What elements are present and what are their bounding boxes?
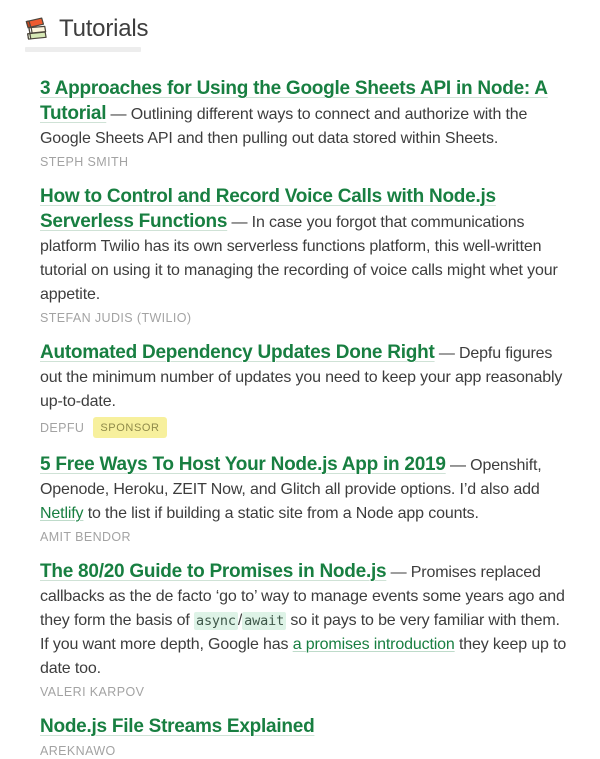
sponsor-badge: SPONSOR (93, 417, 166, 438)
tutorial-title-link[interactable]: 5 Free Ways To Host Your Node.js App in 2019 (40, 454, 446, 475)
description-text: so it pays to be very familiar with them. If you want more depth, Google has (40, 612, 560, 653)
inline-code: await (244, 613, 285, 629)
description-text: — In case you forgot that communications platform Twilio has its own serverless functions platform, this well-written tutorial on using it to managing the recording of voice calls might whet your appetite. (40, 214, 558, 303)
tutorial-byline (40, 310, 567, 326)
tutorial-byline (40, 743, 567, 759)
inline-code: async (195, 613, 236, 629)
tutorial-item (40, 715, 567, 759)
tutorial-title-link[interactable]: 3 Approaches for Using the Google Sheets API in Node: A Tutorial (40, 78, 548, 124)
tutorial-entry (40, 453, 567, 526)
author-label: STEFAN JUDIS (TWILIO) (40, 311, 192, 325)
tutorial-entry (40, 715, 567, 740)
tutorial-item (40, 185, 567, 326)
tutorial-byline (40, 417, 567, 438)
tutorial-byline (40, 684, 567, 700)
tutorial-title-link[interactable]: Automated Dependency Updates Done Right (40, 342, 435, 363)
description-text: they keep up to date too. (40, 636, 567, 677)
tutorial-item (40, 77, 567, 170)
tutorial-byline (40, 529, 567, 545)
author-label: VALERI KARPOV (40, 685, 145, 699)
tutorial-entry (40, 185, 567, 307)
books-icon (22, 15, 50, 43)
description-text: — Promises replaced callbacks as the de facto ‘go to’ way to manage events some years ago and they form the basis of (40, 564, 565, 629)
tutorial-title-link[interactable]: Node.js File Streams Explained (40, 716, 315, 737)
author-label: AMIT BENDOR (40, 530, 131, 544)
tutorial-item (40, 560, 567, 700)
description-text: / (237, 612, 243, 629)
tutorial-item (40, 453, 567, 545)
description-text: — Depfu figures out the minimum number of updates you need to keep your app reasonably up-to-date. (40, 345, 563, 410)
tutorial-title-link[interactable]: The 80/20 Guide to Promises in Node.js (40, 561, 387, 582)
inline-link[interactable]: a promises introduction (292, 636, 455, 653)
tutorials-list (22, 77, 567, 759)
description-text: — Openshift, Openode, Heroku, ZEIT Now, and Glitch all provide options. I’d also add (40, 457, 542, 498)
section-header (22, 14, 570, 44)
tutorial-entry (40, 77, 567, 151)
tutorial-item (40, 341, 567, 438)
author-label: STEPH SMITH (40, 155, 129, 169)
description-text: — Outlining different ways to connect and authorize with the Google Sheets API and then pulling out data stored within Sheets. (40, 106, 528, 147)
description-text: to the list if building a static site from a Node app counts. (83, 505, 479, 522)
author-label: DEPFU (40, 420, 85, 435)
tutorial-entry (40, 341, 567, 414)
tutorial-title-link[interactable]: How to Control and Record Voice Calls with Node.js Serverless Functions (40, 186, 496, 232)
inline-link[interactable]: Netlify (40, 505, 84, 522)
tutorial-byline (40, 154, 567, 170)
page-title: Tutorials (59, 15, 149, 42)
tutorial-entry (40, 560, 567, 681)
author-label: AREKNAWO (40, 744, 116, 758)
section-divider (25, 47, 141, 52)
